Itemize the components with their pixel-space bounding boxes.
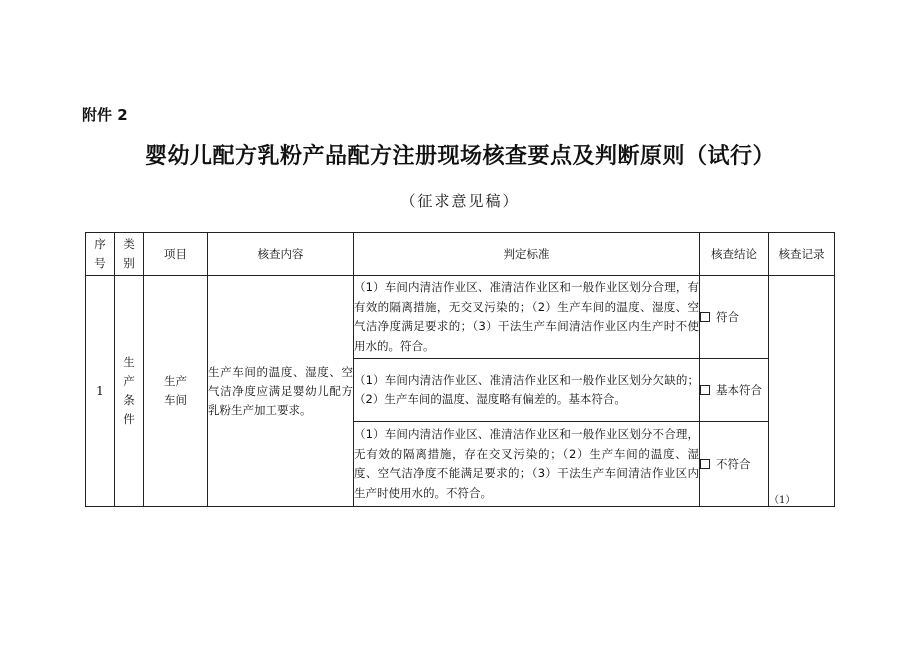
criterion-conclusion[interactable]: [700, 359, 769, 422]
inspection-table: [85, 232, 835, 507]
criterion-standard: （1）车间内清洁作业区、准清洁作业区和一般作业区划分欠缺的；（2）生产车间的温度、湿度略有偏差的。基本符合。: [354, 359, 700, 422]
document-subtitle: （征求意见稿）: [400, 192, 520, 210]
row-content: 生产车间的温度、湿度、空气洁净度应满足婴幼儿配方乳粉生产加工要求。: [208, 276, 354, 507]
conclusion-label: 不符合: [716, 457, 751, 471]
attachment-label: 附件 2: [82, 106, 128, 124]
table-row: [86, 276, 835, 359]
header-type: 类别: [115, 233, 144, 276]
criterion-standard: （1）车间内清洁作业区、准清洁作业区和一般作业区划分合理，有有效的隔离措施，无交叉污染的；（2）生产车间的温度、湿度、空气洁净度满足要求的；（3）干法生产车间清洁作业区内生产时不使用水的。符合。: [354, 276, 700, 359]
criterion-standard: （1）车间内清洁作业区、准清洁作业区和一般作业区划分不合理，无有效的隔离措施，存在交叉污染的；（2）生产车间的温度、湿度、空气洁净度不能满足要求的；（3）干法生产车间清洁作业区内生产时使用水的。不符合。: [354, 422, 700, 507]
header-standard: 判定标准: [354, 233, 700, 276]
criterion-conclusion[interactable]: [700, 276, 769, 359]
checkbox-icon[interactable]: [700, 385, 710, 395]
checkbox-icon[interactable]: [700, 459, 710, 469]
header-conclusion: 核查结论: [700, 233, 769, 276]
header-content: 核查内容: [208, 233, 354, 276]
header-no: 序号: [86, 233, 115, 276]
row-type: 生产条件: [115, 276, 144, 507]
header-item: 项目: [144, 233, 208, 276]
row-number: 1: [86, 276, 115, 507]
row-item: 生产车间: [144, 276, 208, 507]
conclusion-label: 基本符合: [716, 383, 762, 397]
row-record: （1）: [769, 276, 835, 507]
criterion-conclusion[interactable]: [700, 422, 769, 507]
table-header-row: [86, 233, 835, 276]
conclusion-label: 符合: [716, 310, 739, 324]
checkbox-icon[interactable]: [700, 312, 710, 322]
document-title: 婴幼儿配方乳粉产品配方注册现场核查要点及判断原则（试行）: [144, 144, 775, 169]
header-record: 核查记录: [769, 233, 835, 276]
